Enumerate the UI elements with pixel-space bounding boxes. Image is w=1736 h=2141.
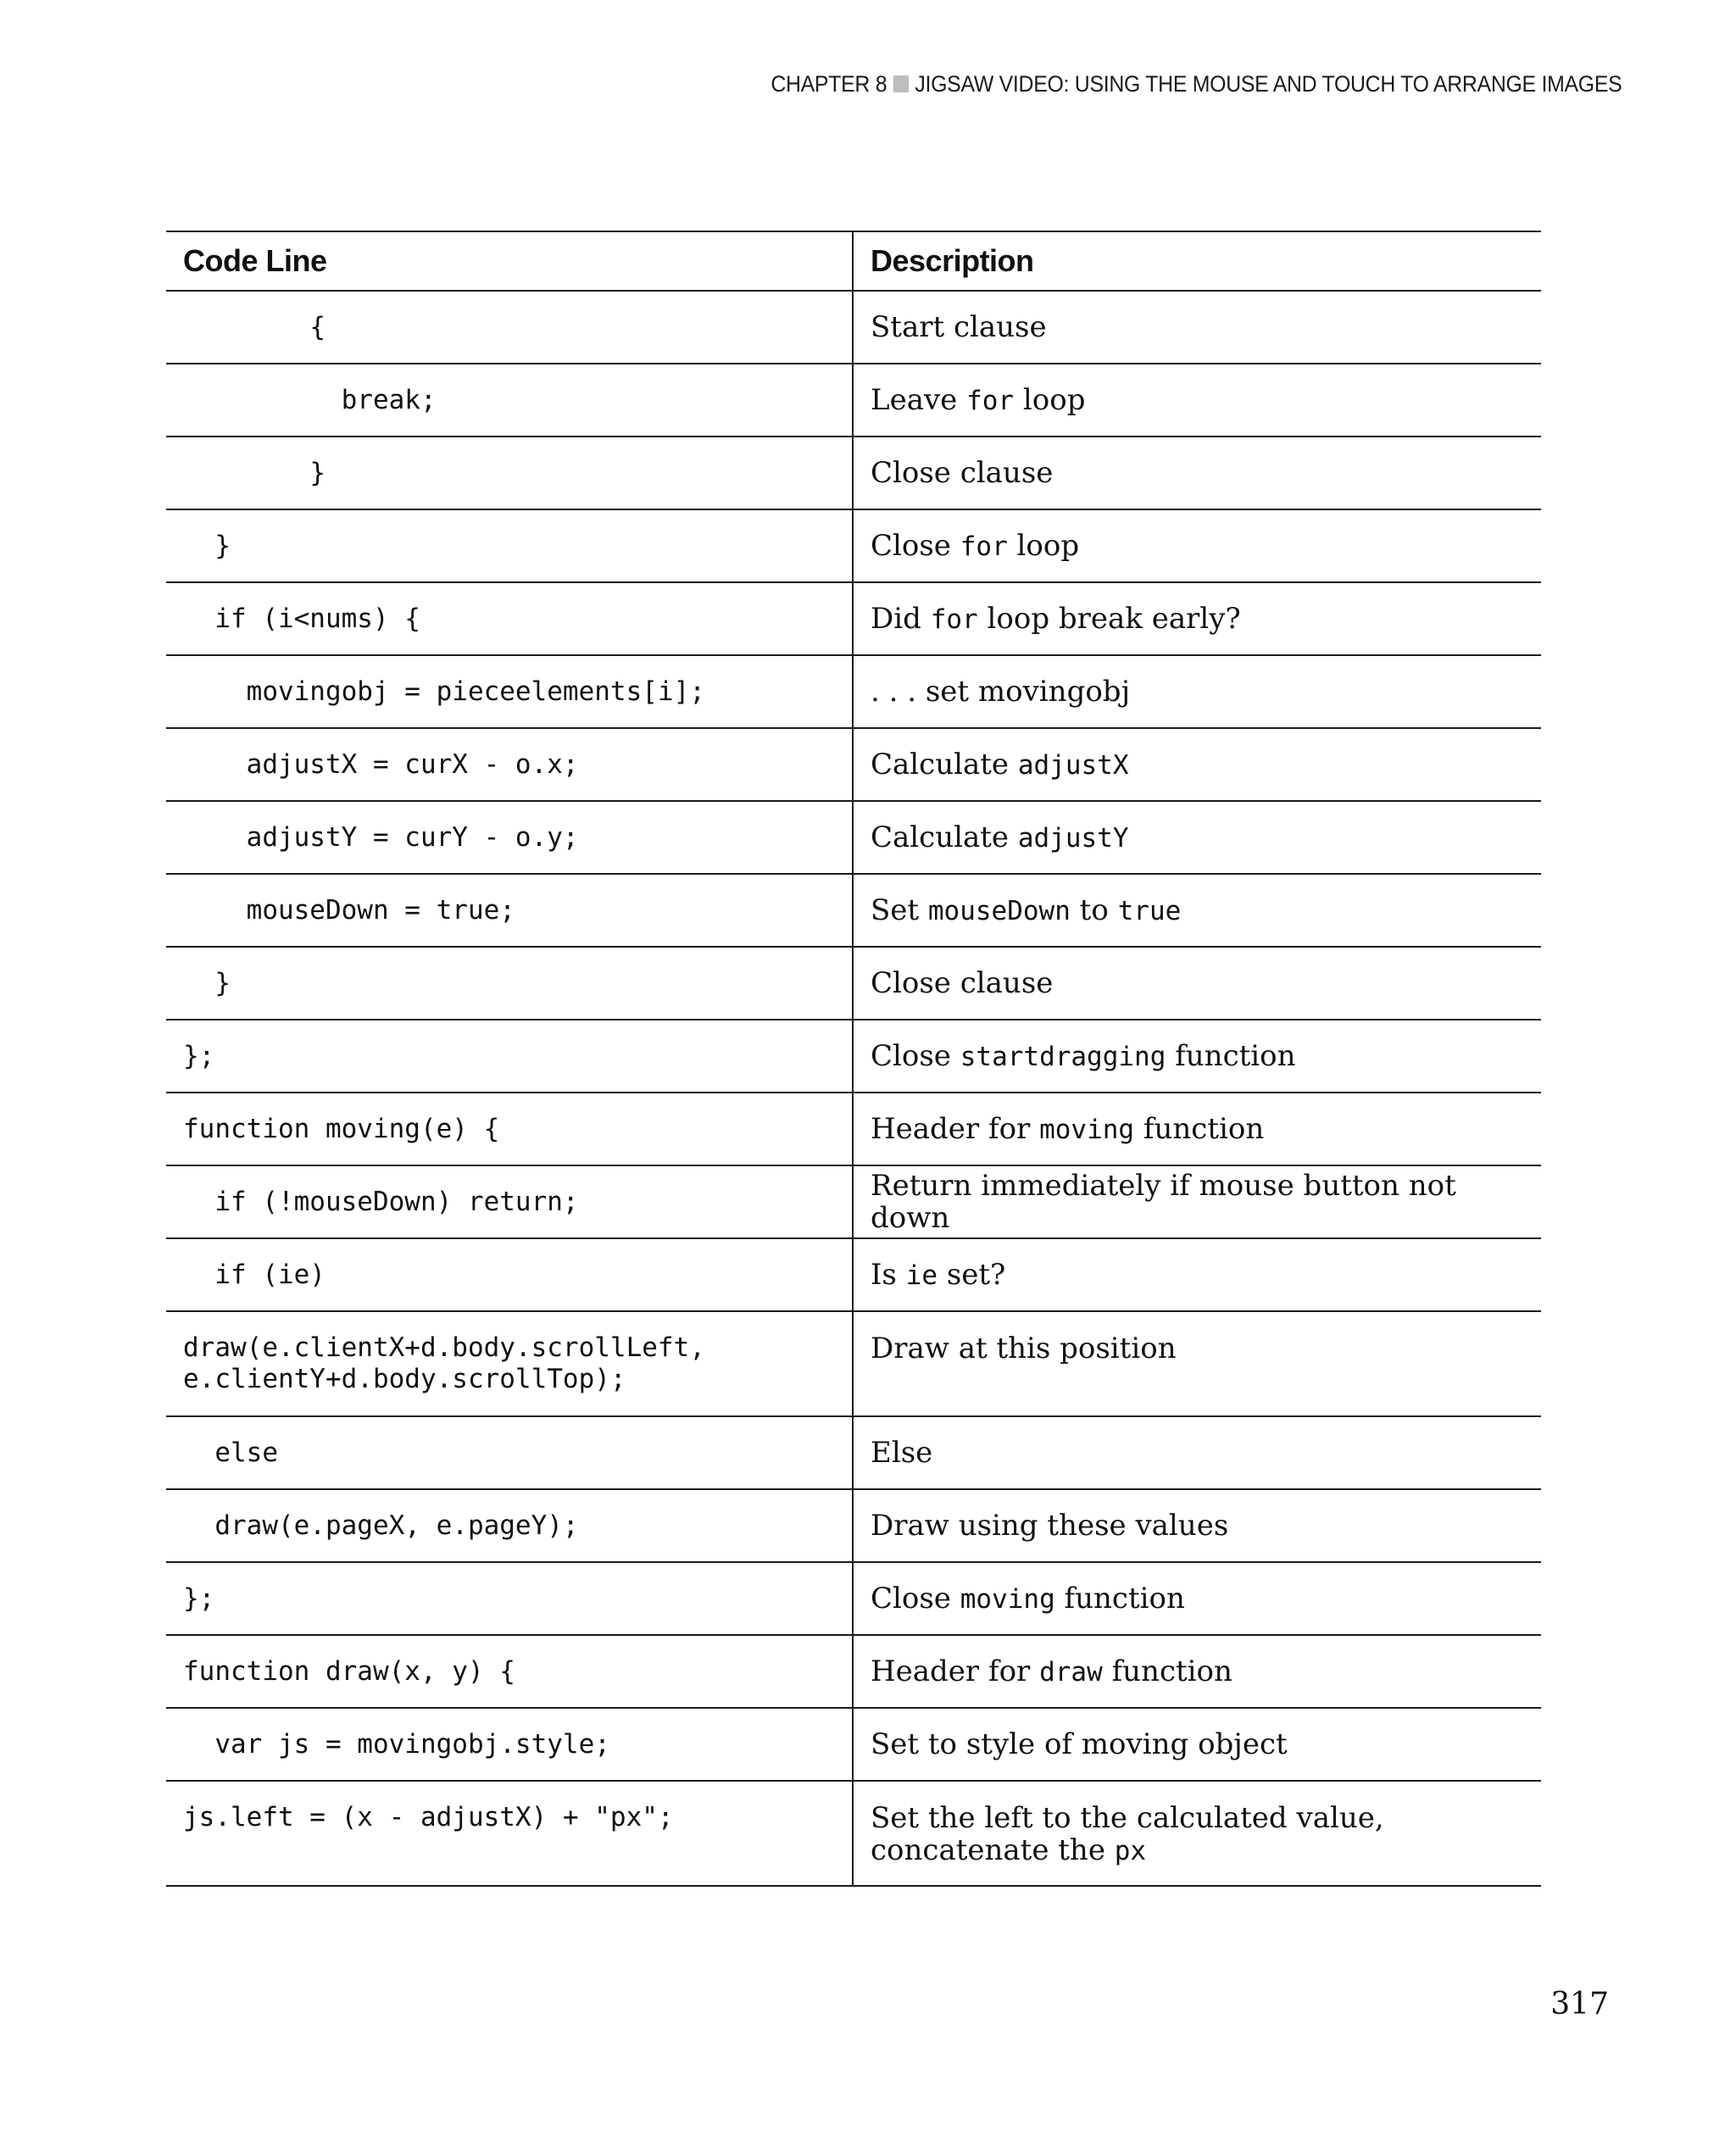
description-cell: [853, 1093, 1541, 1165]
description-text: Calculate: [871, 747, 1018, 781]
description-cell: [853, 1635, 1541, 1708]
code-line-cell: adjustY = curY - o.y;: [166, 801, 853, 874]
code-line-cell: draw(e.clientX+d.body.scrollLeft, e.clientY+d.body.scrollTop);: [166, 1311, 853, 1416]
code-line-cell: js.left = (x - adjustX) + "px";: [166, 1781, 853, 1886]
table-row: [166, 801, 1541, 874]
code-line-cell: }: [166, 437, 853, 509]
description-cell: [853, 582, 1541, 655]
table-row: [166, 437, 1541, 509]
inline-code: draw: [1039, 1656, 1103, 1688]
description-text: function: [1054, 1581, 1185, 1615]
description-text: . . . set movingobj: [871, 675, 1131, 709]
description-text: Else: [871, 1436, 933, 1470]
inline-code: for: [966, 385, 1015, 416]
description-cell: [853, 437, 1541, 509]
table-row: [166, 1489, 1541, 1562]
inline-code: mouseDown: [927, 895, 1071, 926]
description-text: Leave: [871, 382, 967, 417]
description-cell: [853, 291, 1541, 364]
inline-code: true: [1117, 895, 1182, 926]
inline-code: px: [1114, 1836, 1147, 1866]
table-row: [166, 1562, 1541, 1635]
description-cell: [853, 1562, 1541, 1635]
chapter-label: CHAPTER 8: [770, 71, 887, 97]
table-row: [166, 582, 1541, 655]
code-line-cell: draw(e.pageX, e.pageY);: [166, 1489, 853, 1562]
code-line-cell: if (!mouseDown) return;: [166, 1165, 853, 1238]
description-text: to: [1070, 893, 1118, 927]
inline-code: for: [960, 531, 1008, 562]
description-text: Is: [871, 1257, 906, 1292]
description-cell: [853, 1781, 1541, 1886]
inline-code: startdragging: [960, 1041, 1166, 1072]
table-row: [166, 1093, 1541, 1165]
description-cell: [853, 655, 1541, 728]
table-row: [166, 1635, 1541, 1708]
description-cell: [853, 874, 1541, 947]
description-cell: [853, 509, 1541, 582]
inline-code: adjustY: [1017, 822, 1129, 854]
description-cell: [853, 1708, 1541, 1781]
code-line-cell: var js = movingobj.style;: [166, 1708, 853, 1781]
code-line-cell: };: [166, 1562, 853, 1635]
description-text: Return immediately if mouse button not down: [871, 1169, 1456, 1235]
table-row: [166, 728, 1541, 801]
description-text: Header for: [871, 1654, 1040, 1688]
inline-code: adjustX: [1017, 749, 1129, 781]
table-row: [166, 874, 1541, 947]
description-text: Close: [871, 1038, 960, 1073]
code-line-cell: };: [166, 1020, 853, 1093]
table-row: [166, 1708, 1541, 1781]
inline-code: ie: [905, 1260, 938, 1291]
table-row: [166, 364, 1541, 437]
description-text: loop: [1007, 528, 1080, 563]
description-cell: [853, 1020, 1541, 1093]
page-number: 317: [1550, 1987, 1609, 2021]
description-cell: [853, 1165, 1541, 1238]
description-text: function: [1102, 1654, 1232, 1688]
description-cell: [853, 1238, 1541, 1311]
description-text: Calculate: [871, 820, 1018, 854]
table-row: [166, 1416, 1541, 1489]
code-line-cell: function draw(x, y) {: [166, 1635, 853, 1708]
table-body: [166, 291, 1541, 1886]
description-text: Start clause: [871, 310, 1047, 344]
table-row: [166, 1020, 1541, 1093]
description-text: Set: [871, 893, 928, 927]
code-line-cell: if (ie): [166, 1238, 853, 1311]
description-cell: [853, 728, 1541, 801]
code-description-table: [166, 231, 1541, 1887]
code-line-cell: }: [166, 947, 853, 1020]
description-text: Close: [871, 528, 960, 563]
code-line-cell: function moving(e) {: [166, 1093, 853, 1165]
description-text: function: [1166, 1038, 1296, 1073]
table-row: [166, 947, 1541, 1020]
inline-code: for: [930, 603, 978, 635]
description-text: loop break early?: [977, 601, 1241, 636]
code-line-cell: adjustX = curX - o.x;: [166, 728, 853, 801]
column-header-code-line: Code Line: [166, 231, 853, 291]
table-row: [166, 1238, 1541, 1311]
description-text: set?: [938, 1257, 1006, 1292]
separator-square-icon: [893, 75, 908, 92]
description-text: function: [1134, 1111, 1265, 1146]
running-head: [771, 71, 1622, 97]
code-line-cell: movingobj = pieceelements[i];: [166, 655, 853, 728]
column-header-description: Description: [853, 231, 1541, 291]
code-line-cell: break;: [166, 364, 853, 437]
description-cell: [853, 801, 1541, 874]
code-line-cell: }: [166, 509, 853, 582]
inline-code: moving: [960, 1583, 1055, 1615]
description-text: Close: [871, 1581, 960, 1615]
description-cell: [853, 364, 1541, 437]
code-line-cell: else: [166, 1416, 853, 1489]
description-text: Header for: [871, 1111, 1040, 1146]
table-header-row: [166, 231, 1541, 291]
description-text: Did: [871, 601, 931, 636]
description-text: Set to style of moving object: [871, 1727, 1288, 1761]
description-text: Draw at this position: [871, 1332, 1177, 1365]
description-cell: [853, 1416, 1541, 1489]
table-row: [166, 655, 1541, 728]
description-text: Close clause: [871, 456, 1054, 490]
code-line-cell: if (i<nums) {: [166, 582, 853, 655]
table-row: [166, 1781, 1541, 1886]
chapter-title: JIGSAW VIDEO: USING THE MOUSE AND TOUCH TO ARRANGE IMAGES: [914, 71, 1622, 97]
table-row: [166, 1311, 1541, 1416]
description-cell: [853, 1311, 1541, 1416]
description-text: Draw using these values: [871, 1509, 1229, 1543]
code-line-cell: {: [166, 291, 853, 364]
table-row: [166, 1165, 1541, 1238]
description-cell: [853, 947, 1541, 1020]
description-text: loop: [1014, 382, 1086, 417]
description-text: Close clause: [871, 966, 1054, 1000]
description-text: Set the left to the calculated value, concatenate the: [871, 1801, 1384, 1867]
code-line-cell: mouseDown = true;: [166, 874, 853, 947]
inline-code: moving: [1039, 1114, 1135, 1145]
table-row: [166, 509, 1541, 582]
table-row: [166, 291, 1541, 364]
description-cell: [853, 1489, 1541, 1562]
